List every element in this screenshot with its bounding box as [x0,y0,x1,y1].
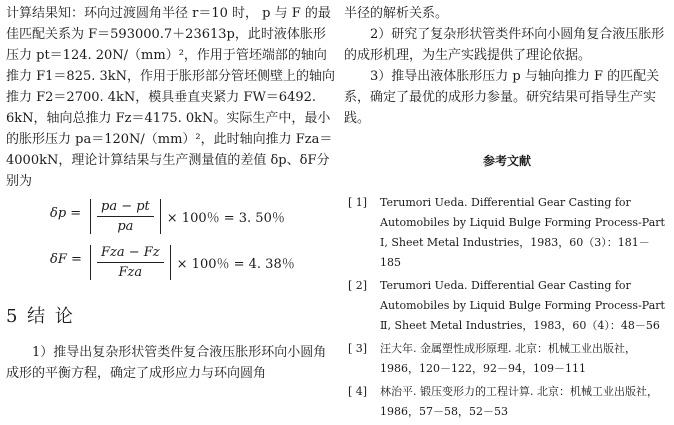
reference-number: [ 1] [348,196,368,209]
formula-body [88,240,295,284]
formula-result: × 100％ = 4. 38％ [176,256,295,272]
results-paragraph: 计算结果知：环向过渡圆角半径 r＝10 时， p 与 F 的最佳匹配关系为 F＝593000.7＋23613p，此时液体胀形压力 pt＝124. 20N/（mm）²，作用于管坯端部的轴向推力 F1＝825. 3kN，作用于胀形部分管坯侧壁上的轴向推力 F2＝2700. 4kN，模具垂直夹紧力 FW＝6492. 6kN，轴向总推力 Fz＝4175. 0kN。实际生产中，最小的胀形压力 pa＝120N/（mm）²，此时轴向推力 Fza＝4000kN，理论计算结果与生产测量值的差值 δp、δF分别为 [6,6,336,189]
absolute-value [90,245,171,280]
conclusion-paragraph-1: 1）推导出复杂形状管类件复合液压胀形环向小圆角成形的平衡方程，确定了成形应力与环向圆角 [6,345,327,381]
reference-text: 汪大年. 金属塑性成形原理. 北京：机械工业出版社，1986，120－122，92－94，109－111 [380,342,636,375]
conclusion-paragraph-3: 3）推导出液体胀形压力 p 与轴向推力 F 的匹配关系，确定了最优的成形力参量。研究结果可指导生产实践。 [344,69,660,126]
reference-item [344,276,670,336]
references-title: 参考文献 [482,154,531,168]
formula-body [88,194,285,238]
conclusion-paragraph-1-continued: 半径的解析关系。 [344,6,449,21]
reference-text: 林治平. 锻压变形力的工程计算. 北京：机械工业出版社，1986，57－58，52－53 [380,385,658,418]
reference-text: Terumori Ueda. Differential Gear Casting for Automobiles by Liquid Bulge Forming Process-Part Ⅰ, Sheet Metal Industries，1983，60（3）：181－185 [380,196,665,269]
reference-text: Terumori Ueda. Differential Gear Casting for Automobiles by Liquid Bulge Forming Process-Part Ⅱ, Sheet Metal Industries，1983，60（4）：48－56 [380,279,665,332]
left-column [6,3,336,384]
fraction-numerator: Fza − Fz [97,245,164,263]
references-list [344,193,670,422]
reference-number: [ 3] [348,342,368,355]
reference-number: [ 4] [348,385,368,398]
section-title: 5 结 论 [6,306,75,327]
formula-lhs: δF = [50,252,82,267]
reference-item [344,193,670,273]
fraction [97,245,164,280]
reference-number: [ 2] [348,279,368,292]
fraction [97,199,154,234]
formula-delta-f [6,240,336,284]
fraction-numerator: pa − pt [97,199,154,217]
right-column [344,3,670,425]
absolute-value [90,199,161,234]
reference-item [344,382,670,422]
formula-result: × 100％ = 3. 50％ [166,210,285,226]
formula-delta-p [6,194,336,238]
reference-item [344,339,670,379]
fraction-denominator: pa [117,218,134,234]
formula-lhs: δp = [50,206,82,221]
conclusion-paragraph-2: 2）研究了复杂形状管类件环向小圆角复合液压胀形的成形机理，为生产实践提供了理论依据。 [344,27,665,63]
fraction-denominator: Fza [118,264,143,280]
